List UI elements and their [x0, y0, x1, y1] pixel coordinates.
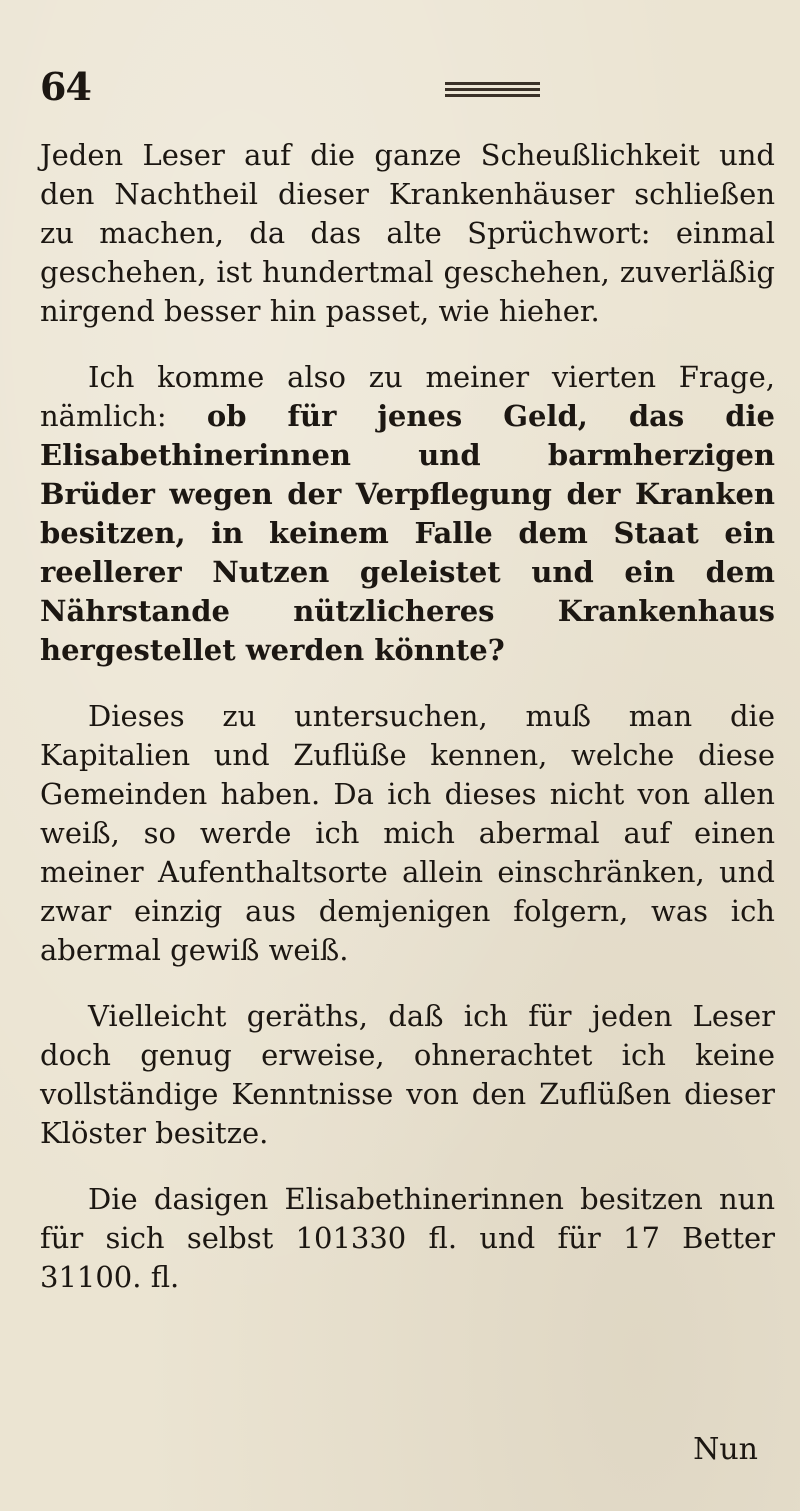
paragraph-2-intro: Ich komme also zu meiner vierten Frage, nämlich: — [40, 360, 775, 433]
page-number: 64 — [40, 64, 91, 109]
paragraph-4: Vielleicht geräths, daß ich für jeden Leser doch genug erweise, ohnerachtet ich keine vollständige Kenntnisse von den Zuflüßen dieser Klöster besitze. — [40, 999, 775, 1150]
paragraph-2-question: ob für jenes Geld, das die Elisabethinerinnen und barmherzigen Brüder wegen der Verpflegung der Kranken besitzen, in keinem Falle dem Staat ein reellerer Nutzen geleistet und ein dem Nährstande nützlicheres Krankenhaus hergestellet werden könnte? — [40, 399, 776, 667]
paragraph-2 — [40, 358, 775, 670]
catchword: Nun — [693, 1432, 758, 1467]
header-ornament — [445, 82, 540, 102]
page-header — [40, 56, 760, 116]
paragraph-1: Jeden Leser auf die ganze Scheußlichkeit und den Nachtheil dieser Krankenhäuser schließen zu machen, da das alte Sprüchwort: einmal geschehen, ist hundertmal geschehen, zuverläßig nirgend besser hin passet, wie hieher. — [40, 138, 775, 328]
paragraph-3: Dieses zu untersuchen, muß man die Kapitalien und Zuflüße kennen, welche diese Gemeinden haben. Da ich dieses nicht von allen weiß, so werde ich mich abermal auf einen meiner Aufenthaltsorte allein einschränken, und zwar einzig aus demjenigen folgern, was ich abermal gewiß weiß. — [40, 699, 775, 967]
body-text — [40, 136, 775, 1324]
paragraph-5: Die dasigen Elisabethinerinnen besitzen nun für sich selbst 101330 fl. und für 17 Better 31100. fl. — [40, 1182, 775, 1294]
